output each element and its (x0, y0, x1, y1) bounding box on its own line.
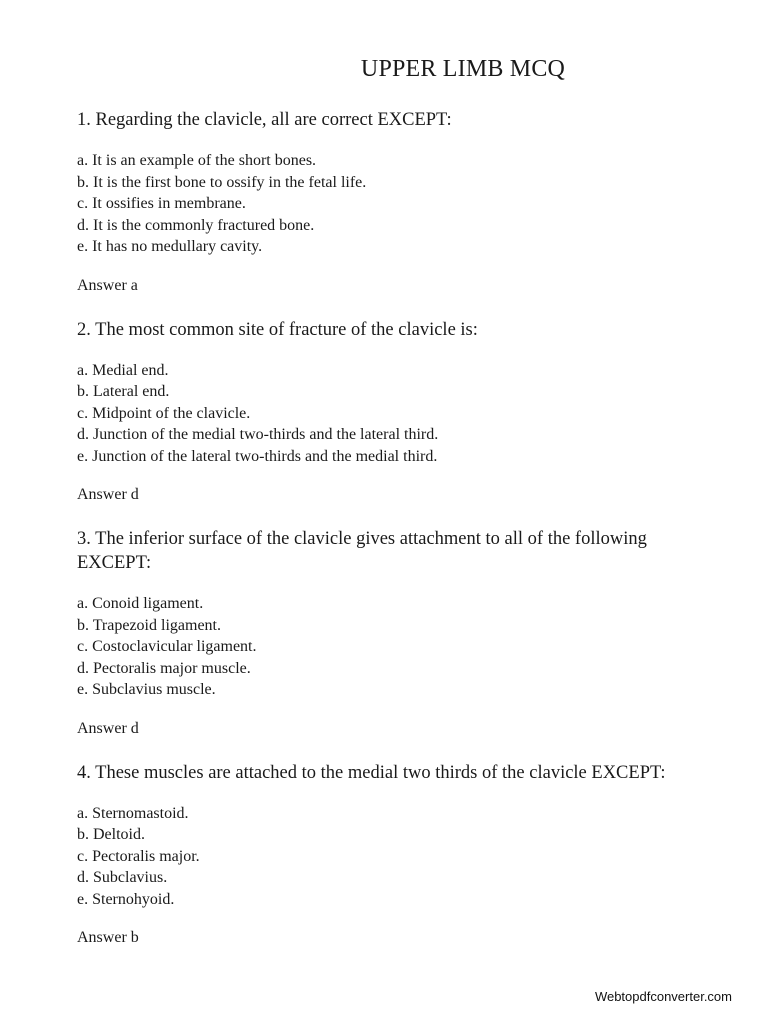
option-list (77, 150, 717, 258)
option-e: e. Subclavius muscle. (77, 681, 216, 698)
option-d: d. Junction of the medial two-thirds and the lateral third. (77, 426, 439, 443)
option-e: e. Junction of the lateral two-thirds and the medial third. (77, 447, 438, 465)
answer-text: Answer d (77, 486, 139, 503)
option-a: a. Medial end. (77, 361, 169, 379)
option-b: b. It is the first bone to ossify in the fetal life. (77, 173, 367, 191)
question-list (77, 108, 717, 970)
option-b: b. Trapezoid ligament. (77, 616, 221, 634)
question-1 (77, 108, 717, 296)
question-text: 3. The inferior surface of the clavicle gives attachment to all of the following EXCEPT: (77, 529, 647, 573)
page-title: UPPER LIMB MCQ (360, 56, 566, 82)
option-d: d. Subclavius. (77, 869, 168, 886)
option-d: d. Pectoralis major muscle. (77, 659, 251, 677)
option-e: e. It has no medullary cavity. (77, 238, 263, 255)
question-3 (77, 527, 717, 739)
option-list (77, 593, 717, 701)
option-b: b. Deltoid. (77, 826, 145, 843)
option-list (77, 360, 717, 468)
answer-text: Answer a (77, 276, 138, 294)
option-d: d. It is the commonly fractured bone. (77, 216, 315, 234)
option-c: c. It ossifies in membrane. (77, 195, 246, 212)
option-c: c. Midpoint of the clavicle. (77, 404, 251, 422)
option-a: a. It is an example of the short bones. (77, 152, 317, 169)
question-text: 2. The most common site of fracture of the clavicle is: (77, 319, 478, 340)
option-a: a. Conoid ligament. (77, 595, 204, 612)
option-a: a. Sternomastoid. (77, 804, 189, 822)
option-c: c. Pectoralis major. (77, 847, 200, 865)
option-b: b. Lateral end. (77, 383, 170, 400)
answer-text: Answer d (77, 719, 139, 737)
question-text: 1. Regarding the clavicle, all are correct EXCEPT: (77, 110, 452, 130)
footer-brand: Webtopdfconverter.com (594, 989, 732, 1004)
option-e: e. Sternohyoid. (77, 890, 175, 908)
option-list (77, 803, 717, 911)
question-4 (77, 761, 717, 949)
answer-text: Answer b (77, 929, 139, 946)
option-c: c. Costoclavicular ligament. (77, 638, 257, 655)
question-text: 4. These muscles are attached to the medial two thirds of the clavicle EXCEPT: (77, 762, 666, 783)
question-2 (77, 318, 717, 506)
